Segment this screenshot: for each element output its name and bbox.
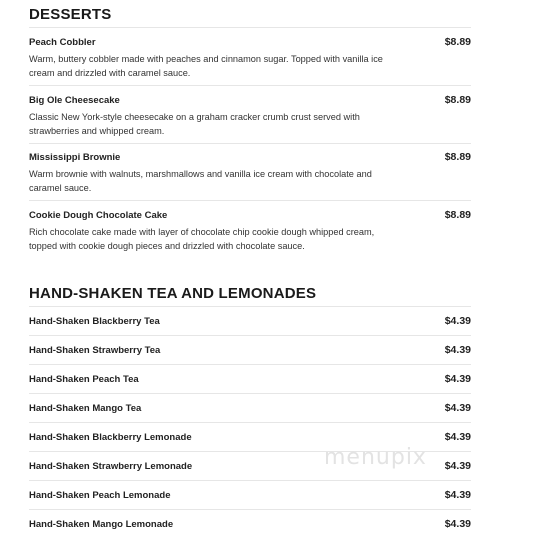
divider [29, 393, 471, 394]
item-price: $4.39 [444, 344, 471, 356]
item-price: $8.89 [444, 209, 471, 221]
divider [29, 143, 471, 144]
divider [29, 480, 471, 481]
item-name: Hand-Shaken Peach Tea [29, 374, 139, 385]
item-name: Mississippi Brownie [29, 152, 121, 163]
item-price: $4.39 [444, 315, 471, 327]
item-description: Classic New York-style cheesecake on a graham cracker crumb crust served with strawberries and whipped cream. [29, 112, 360, 136]
divider [29, 364, 471, 365]
item-name: Hand-Shaken Blackberry Tea [29, 316, 160, 327]
divider [29, 85, 471, 86]
item-name: Peach Cobbler [29, 37, 96, 48]
item-name: Big Ole Cheesecake [29, 95, 120, 106]
section-title-tea-lemonades: HAND-SHAKEN TEA AND LEMONADES [29, 285, 317, 302]
item-description: Warm, buttery cobbler made with peaches and cinnamon sugar. Topped with vanilla ice cream and drizzled with caramel sauce. [29, 54, 383, 78]
divider [29, 335, 471, 336]
item-name: Hand-Shaken Mango Tea [29, 403, 142, 414]
divider [29, 422, 471, 423]
section-title-desserts: DESSERTS [29, 6, 112, 23]
item-price: $8.89 [444, 36, 471, 48]
item-name: Cookie Dough Chocolate Cake [29, 210, 168, 221]
item-price: $4.39 [444, 402, 471, 414]
item-price: $4.39 [444, 518, 471, 530]
divider [29, 27, 471, 28]
item-name: Hand-Shaken Mango Lemonade [29, 519, 174, 530]
item-price: $4.39 [444, 373, 471, 385]
item-price: $4.39 [444, 489, 471, 501]
item-price: $8.89 [444, 94, 471, 106]
item-description: Warm brownie with walnuts, marshmallows and vanilla ice cream with chocolate and caramel sauce. [29, 169, 372, 193]
item-price: $4.39 [444, 431, 471, 443]
item-name: Hand-Shaken Strawberry Lemonade [29, 461, 193, 472]
item-description: Rich chocolate cake made with layer of chocolate chip cookie dough whipped cream, topped with cookie dough pieces and drizzled with chocolate sauce. [29, 227, 375, 251]
item-name: Hand-Shaken Peach Lemonade [29, 490, 171, 501]
divider [29, 509, 471, 510]
divider [29, 200, 471, 201]
item-price: $8.89 [444, 151, 471, 163]
item-name: Hand-Shaken Strawberry Tea [29, 345, 161, 356]
watermark: menupix [324, 445, 427, 470]
item-price: $4.39 [444, 460, 471, 472]
item-name: Hand-Shaken Blackberry Lemonade [29, 432, 192, 443]
divider [29, 306, 471, 307]
